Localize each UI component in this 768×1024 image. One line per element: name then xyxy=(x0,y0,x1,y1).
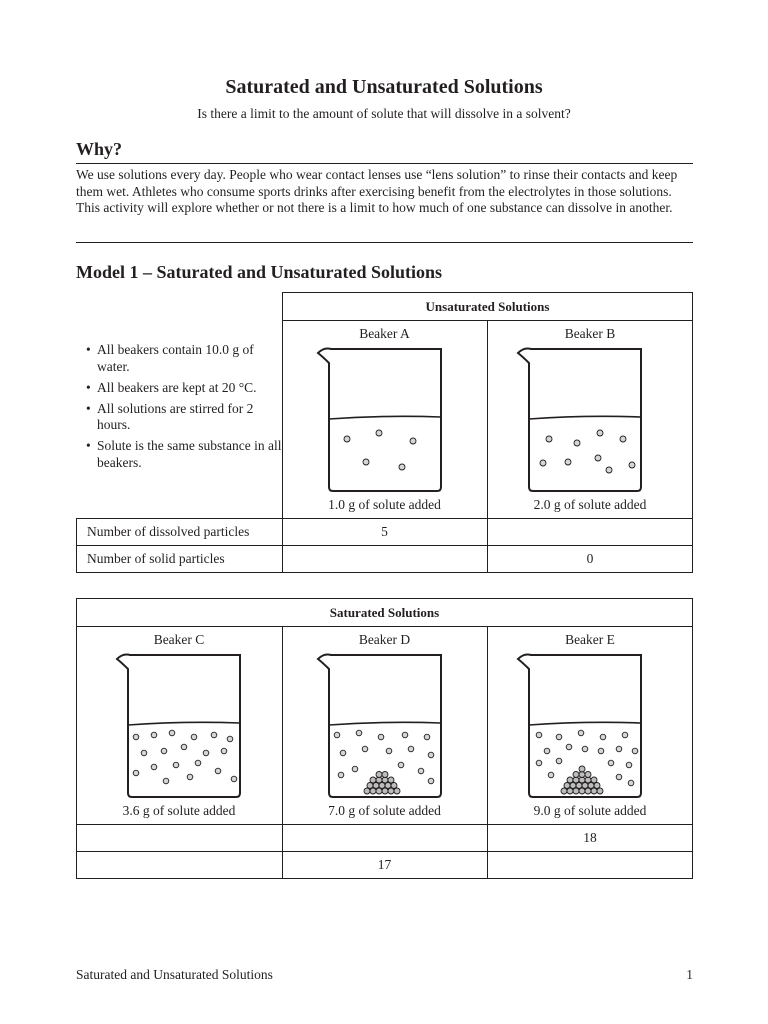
footer-title: Saturated and Unsaturated Solutions xyxy=(76,967,273,982)
why-bottom-rule xyxy=(76,242,693,243)
beaker-d-illustration xyxy=(315,651,445,801)
dissolved-row-label: Number of dissolved particles xyxy=(87,524,250,539)
beaker-b-caption: 2.0 g of solute added xyxy=(533,497,647,512)
condition-item: • All beakers are kept at 20 °C. xyxy=(86,380,286,397)
beaker-d-caption: 7.0 g of solute added xyxy=(328,803,441,818)
unsaturated-header: Unsaturated Solutions xyxy=(425,299,550,314)
beaker-d-solid: 17 xyxy=(377,857,392,872)
beaker-d-label: Beaker D xyxy=(358,632,411,647)
beaker-b-solid: 0 xyxy=(586,551,594,566)
conditions-list xyxy=(86,342,286,476)
condition-item: • Solute is the same substance in all beakers. xyxy=(86,438,286,471)
beaker-e-illustration xyxy=(515,651,645,801)
solid-row-label: Number of solid particles xyxy=(87,551,225,566)
beaker-c-caption: 3.6 g of solute added xyxy=(122,803,236,818)
beaker-e-label: Beaker E xyxy=(565,632,615,647)
model-heading: Model 1 – Saturated and Unsaturated Solutions xyxy=(76,262,443,282)
why-heading: Why? xyxy=(76,139,123,159)
condition-item: • All solutions are stirred for 2 hours. xyxy=(86,401,286,434)
beaker-a-dissolved: 5 xyxy=(381,524,388,539)
why-paragraph: We use solutions every day. People who wear contact lenses use “lens solution” to rinse their contacts and keep them wet. Athletes who consume sports drinks after exercising benefit from the electrolytes in those solutions. This activity will explore whether or not there is a limit to how much of one substance can dissolve in another. xyxy=(76,167,678,215)
beaker-e-dissolved: 18 xyxy=(583,830,597,845)
beaker-c-label: Beaker C xyxy=(153,632,205,647)
condition-item: • All beakers contain 10.0 g of water. xyxy=(86,342,286,375)
page-title: Saturated and Unsaturated Solutions xyxy=(225,76,543,98)
saturated-header: Saturated Solutions xyxy=(329,605,440,620)
beaker-c-illustration xyxy=(114,651,244,801)
beaker-a-label: Beaker A xyxy=(359,326,410,341)
page-number: 1 xyxy=(686,967,693,982)
beaker-b-illustration xyxy=(515,345,645,495)
beaker-e-caption: 9.0 g of solute added xyxy=(533,803,647,818)
why-top-rule xyxy=(76,163,693,164)
beaker-a-illustration xyxy=(315,345,445,495)
beaker-a-caption: 1.0 g of solute added xyxy=(328,497,441,512)
beaker-b-label: Beaker B xyxy=(564,326,616,341)
page-subtitle: Is there a limit to the amount of solute that will dissolve in a solvent? xyxy=(197,106,571,121)
